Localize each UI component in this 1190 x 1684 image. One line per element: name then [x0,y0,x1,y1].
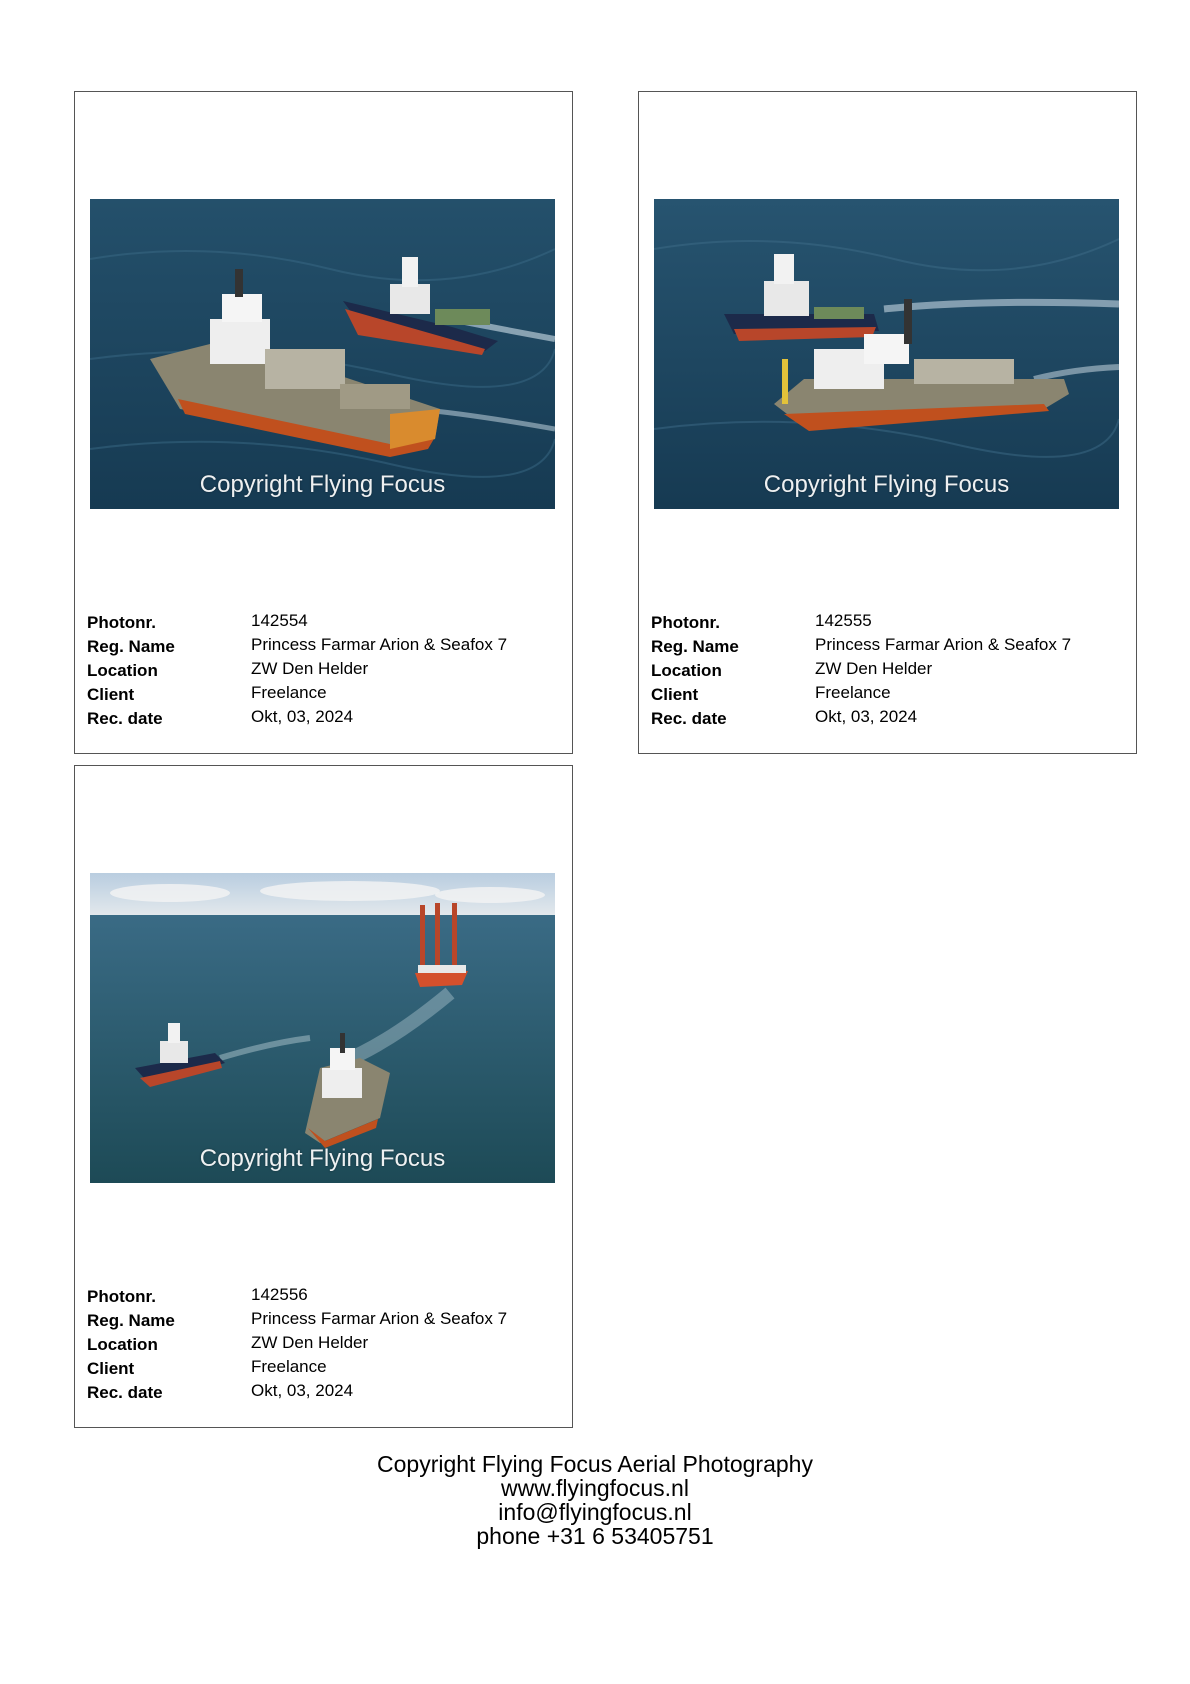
rec-date-value: Okt, 03, 2024 [815,707,918,726]
photo-card-142555 [638,91,1137,754]
rec-date-row [87,1381,557,1405]
photonr-label: Photonr. [87,613,156,632]
reg-name-row [651,635,1121,659]
reg-name-row [87,1309,557,1333]
reg-name-label: Reg. Name [651,637,739,656]
photo-card-142554 [74,91,573,754]
photonr-row [87,1285,557,1309]
ships-image [90,873,555,1183]
photo-metadata [87,611,557,731]
location-value: ZW Den Helder [251,659,369,678]
location-value: ZW Den Helder [251,1333,369,1352]
watermark: Copyright Flying Focus [199,471,446,498]
watermark: Copyright Flying Focus [763,471,1010,498]
location-label: Location [87,1335,158,1354]
email-link[interactable]: info@flyingfocus.nl [498,1499,692,1525]
location-row [87,659,557,683]
ships-image [90,199,555,509]
location-label: Location [651,661,722,680]
photo-142556[interactable] [90,873,555,1183]
rec-date-value: Okt, 03, 2024 [251,1381,354,1400]
photonr-value: 142554 [251,611,308,630]
ships-image [654,199,1119,509]
reg-name-label: Reg. Name [87,1311,175,1330]
client-row [87,683,557,707]
photonr-value: 142555 [815,611,872,630]
photo-card-142556 [74,765,573,1428]
rec-date-label: Rec. date [87,709,163,728]
reg-name-value: Princess Farmar Arion & Seafox 7 [251,1309,508,1328]
photo-metadata [87,1285,557,1405]
photonr-row [87,611,557,635]
client-value: Freelance [815,683,891,702]
rec-date-label: Rec. date [651,709,727,728]
location-label: Location [87,661,158,680]
reg-name-value: Princess Farmar Arion & Seafox 7 [815,635,1072,654]
location-row [651,659,1121,683]
photo-142554[interactable] [90,199,555,509]
client-label: Client [651,685,699,704]
phone-number: phone +31 6 53405751 [476,1523,714,1549]
photonr-value: 142556 [251,1285,308,1304]
rec-date-value: Okt, 03, 2024 [251,707,354,726]
photonr-label: Photonr. [651,613,720,632]
rec-date-row [651,707,1121,731]
website-link[interactable]: www.flyingfocus.nl [501,1475,689,1501]
client-label: Client [87,685,135,704]
rec-date-label: Rec. date [87,1383,163,1402]
client-row [651,683,1121,707]
photo-metadata [651,611,1121,731]
reg-name-value: Princess Farmar Arion & Seafox 7 [251,635,508,654]
rec-date-row [87,707,557,731]
client-value: Freelance [251,1357,327,1376]
location-value: ZW Den Helder [815,659,933,678]
photonr-label: Photonr. [87,1287,156,1306]
reg-name-row [87,635,557,659]
photonr-row [651,611,1121,635]
photo-142555[interactable] [654,199,1119,509]
watermark: Copyright Flying Focus [199,1145,446,1172]
client-label: Client [87,1359,135,1378]
copyright-line: Copyright Flying Focus Aerial Photography [377,1451,813,1477]
reg-name-label: Reg. Name [87,637,175,656]
location-row [87,1333,557,1357]
client-row [87,1357,557,1381]
contact-footer [0,1452,1190,1548]
client-value: Freelance [251,683,327,702]
